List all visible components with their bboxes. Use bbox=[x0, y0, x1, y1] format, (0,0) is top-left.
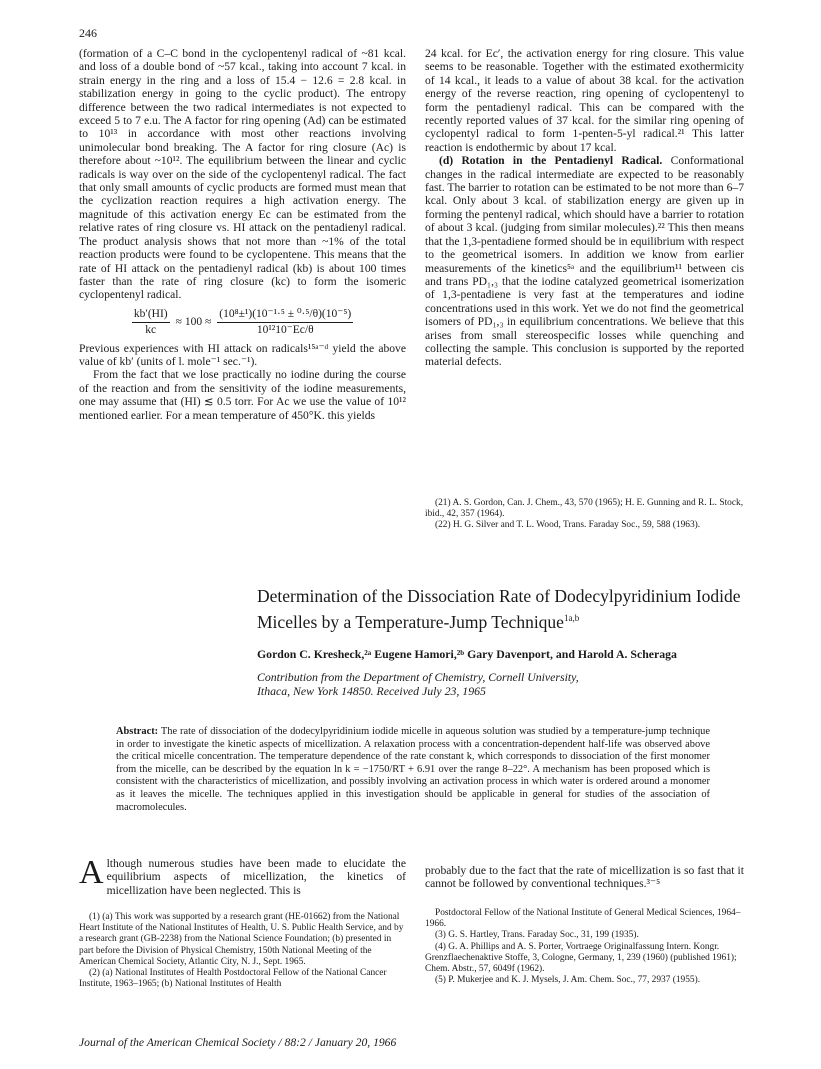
equation-middle: ≈ 100 ≈ bbox=[175, 315, 212, 328]
section-heading: (d) Rotation in the Pentadienyl Radical. bbox=[439, 154, 663, 168]
abstract bbox=[116, 726, 710, 814]
equation-rhs-denominator: 10¹²10⁻Ec/θ bbox=[256, 324, 314, 337]
footnote: (4) G. A. Phillips and A. S. Porter, Vortraege Originalfassung Intern. Kongr. Grenzflaechenaktive Stoffe, 3, Cologne, Germany, 1, 239 (1960) (published 1961); Chem. Abstr., 57, 6049f (1962). bbox=[425, 941, 737, 975]
footnotes-top bbox=[425, 498, 745, 532]
article-title-text: Determination of the Dissociation Rate of Dodecylpyridinium Iodide Micelles by a Temperature-Jump Technique bbox=[257, 586, 741, 632]
journal-footer: Journal of the American Chemical Society / 88:2 / January 20, 1966 bbox=[79, 1036, 397, 1049]
equation-rhs bbox=[217, 308, 353, 338]
equation-lhs-denominator: kc bbox=[145, 324, 157, 337]
intro-paragraph-right: probably due to the fact that the rate of micellization is so fast that it cannot be followed by conventional techniques.³⁻⁵ bbox=[425, 864, 744, 891]
equation-rhs-numerator: (10⁸±¹)(10⁻¹·⁵ ± ⁰·⁵/θ)(10⁻⁵) bbox=[217, 308, 353, 323]
left-column bbox=[79, 47, 406, 422]
equation-lhs bbox=[132, 308, 170, 338]
abstract-text: The rate of dissociation of the dodecylpyridinium iodide micelle in aqueous solution was studied by a temperature-jump technique in order to investigate the kinetic aspects of micellization. A relaxation process with a concentration-dependent half-life was observed above the critical micelle concentration. The temperature dependence of the rate constant k, which corresponds to dissociation of the first monomer from the micelle, can be described by the equation ln k = −1750/RT + 6.91 over the range 8–22°. A mechanism has been proposed which is consistent with the characteristics of micellization, and possibly involving an activation process in which water is ordered around a monomer as it leaves the micelle. The techniques applied in this investigation should be applicable in general for studies of the association of macromolecules. bbox=[116, 726, 710, 813]
footnote: (5) P. Mukerjee and K. J. Mysels, J. Am. Chem. Soc., 77, 2937 (1955). bbox=[435, 975, 701, 986]
author-list: Gordon C. Kresheck,²ᵃ Eugene Hamori,²ᵇ Gary Davenport, and Harold A. Scheraga bbox=[257, 647, 677, 661]
footnote: (2) (a) National Institutes of Health Postdoctoral Fellow of the National Cancer Institute, 1963–1965; (b) National Institutes of Health bbox=[79, 968, 387, 990]
footnote: (22) H. G. Silver and T. L. Wood, Trans. Faraday Soc., 59, 588 (1963). bbox=[435, 520, 701, 531]
intro-paragraph-left bbox=[79, 854, 406, 897]
paragraph: 24 kcal. for Ec′, the activation energy for ring closure. This value seems to be reasonable. Together with the estimated exothermicity of 14 kcal., it leads to a value of about 38 kcal. for the activation energy of the reverse reaction, ring opening of cyclopentenyl to form the pentadienyl radical. This can be compared with the recently reported values of 37 kcal. for the similar ring opening of cyclopentyl radical to form 1-penten-5-yl radical.²¹ This latter reaction is endothermic by about 17 kcal. bbox=[425, 47, 744, 154]
paragraph bbox=[425, 154, 744, 369]
affiliation bbox=[257, 670, 757, 698]
intro-text: lthough numerous studies have been made to elucidate the equilibrium aspects of micellization, the kinetics of micellization have been neglected. This is bbox=[106, 857, 406, 897]
drop-cap: A bbox=[79, 854, 104, 891]
equation bbox=[79, 308, 406, 338]
page-number: 246 bbox=[79, 26, 97, 40]
footnote: (1) (a) This work was supported by a research grant (HE-01662) from the National Heart Institute of the National Institutes of Health, U. S. Public Health Service, and by a research grant (GB-2238) from the National Science Foundation; (b) presented in part before the Division of Physical Chemistry, 150th National Meeting of the American Chemical Society, Atlantic City, N. J., Sept. 1965. bbox=[79, 912, 404, 967]
footnote: (3) G. S. Hartley, Trans. Faraday Soc., 31, 199 (1935). bbox=[435, 930, 639, 941]
paragraph-text: Conformational changes in the radical intermediate are expected to be reasonably fast. The barrier to rotation can be estimated to be not more than 6–7 kcal. Only about 3 kcal. of stabilization energy are given up in forming the pentenyl radical, which should have a barrier to rotation of about 3 kcal. (judging from similar molecules).²² This then means that the 1,3-pentadiene formed should be in equilibrium with respect to the geometrical isomers. In addition we know from earlier measurements of the kinetics⁵ᵃ and the equilibrium¹¹ between cis and trans PD₁,₃ that the iodine catalyzed geometrical isomerization of 1,3-pentadiene is very fast at the temperatures and iodine concentrations used in this work. Yet we do not find the geometrical isomers of PD₁,₃ in equilibrium concentrations. We believe that this arises from small stereospecific losses while quenching and collecting the sample. This conclusion is supported by the reported material defects. bbox=[425, 154, 744, 369]
equation-lhs-numerator: kb′(HI) bbox=[132, 308, 170, 323]
paragraph: Previous experiences with HI attack on radicals¹⁵ᵃ⁻ᵈ yield the above value of kb′ (units of l. mole⁻¹ sec.⁻¹). bbox=[79, 341, 406, 368]
paragraph: From the fact that we lose practically no iodine during the course of the reaction and from the sensitivity of the iodine measurements, one may assume that (HI) ≲ 0.5 torr. For Ac we use the value of 10¹² mentioned earlier. For a mean temperature of 450°K. this yields bbox=[79, 368, 406, 422]
footnotes-bottom-right bbox=[425, 908, 745, 986]
paragraph: (formation of a C–C bond in the cyclopentenyl radical of ~81 kcal. and loss of a double bond of ~57 kcal., taking into account 7 kcal. in strain energy in the ring and a loss of 15.4 − 12.6 = 2.8 kcal. in stabilization energy in going to the cyclic product). The entropy difference between the two radical intermediates is not expected to exceed 5 to 7 e.u. The A factor for ring opening (Ad) can be estimated to 10¹³ in accordance with most other reactions involving unimolecular bond breaking. The A factor for ring closure (Ac) is therefore about ~10¹². The equilibrium between the linear and cyclic radicals is way over on the side of the cyclopentenyl radical. The fact that only small amounts of cyclic products are formed must mean that the cyclization reaction requires a high activation energy. The magnitude of this activation energy Ec can be estimated from the relative rates of ring closure vs. HI attack on the pentadienyl radical. The product analysis shows that not more than ~1% of the total reaction products were found to be cyclopentene. This means that the rate of HI attack on the pentadienyl radical (kb) is about 100 times faster than the rate of ring closure (kc) to form the isomeric cyclopentenyl radical. bbox=[79, 47, 406, 302]
article-title bbox=[257, 585, 757, 633]
footnote: (21) A. S. Gordon, Can. J. Chem., 43, 570 (1965); H. E. Gunning and R. L. Stock, ibid., 42, 357 (1964). bbox=[425, 498, 744, 520]
title-superscript: 1a,b bbox=[563, 613, 580, 623]
right-column bbox=[425, 47, 744, 369]
footnote: Postdoctoral Fellow of the National Institute of General Medical Sciences, 1964–1966. bbox=[425, 908, 741, 930]
abstract-label: Abstract: bbox=[116, 726, 159, 737]
affiliation-line: Contribution from the Department of Chemistry, Cornell University, bbox=[257, 670, 579, 684]
affiliation-line: Ithaca, New York 14850. Received July 23, 1965 bbox=[257, 684, 486, 698]
footnotes-bottom-left bbox=[79, 912, 406, 990]
